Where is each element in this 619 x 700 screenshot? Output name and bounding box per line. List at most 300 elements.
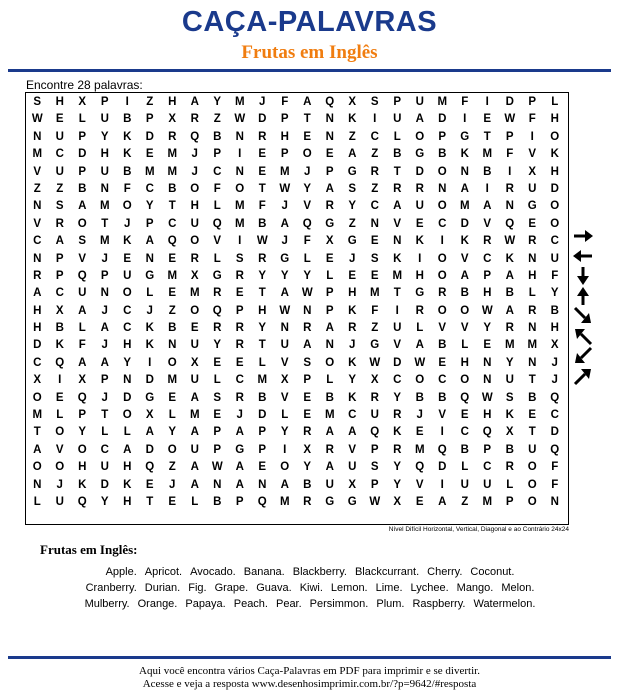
grid-cell: A bbox=[100, 356, 109, 369]
grid-cell: K bbox=[460, 235, 469, 248]
grid-cell: P bbox=[55, 252, 64, 265]
arrow-down-left-icon bbox=[572, 346, 594, 366]
grid-cell: E bbox=[213, 409, 222, 422]
grid-cell: U bbox=[528, 443, 537, 456]
grid-cell: X bbox=[348, 478, 357, 491]
bottom-divider bbox=[8, 656, 611, 659]
grid-cell: G bbox=[145, 391, 155, 404]
word-list-item: Raspberry. bbox=[412, 598, 466, 610]
grid-cell: A bbox=[303, 339, 312, 352]
arrow-left-icon bbox=[572, 246, 594, 266]
grid-cell: V bbox=[280, 356, 289, 369]
grid-cell: V bbox=[33, 165, 42, 178]
grid-cell: X bbox=[78, 96, 87, 108]
grid-cell: A bbox=[145, 426, 154, 439]
grid-cell: P bbox=[393, 96, 402, 108]
grid-cell: L bbox=[101, 426, 109, 439]
grid-cell: F bbox=[551, 461, 559, 474]
grid-cell: Y bbox=[550, 287, 559, 300]
grid-cell: N bbox=[438, 182, 447, 195]
grid-cell: N bbox=[168, 339, 177, 352]
grid-cell: N bbox=[483, 356, 492, 369]
grid-cell: G bbox=[325, 217, 335, 230]
word-list-item: Apricot. bbox=[144, 566, 183, 578]
grid-cell: G bbox=[347, 235, 357, 248]
grid-cell: Q bbox=[145, 461, 155, 474]
word-list-item: Cherry. bbox=[427, 566, 463, 578]
grid-cell: A bbox=[505, 269, 514, 282]
grid-cell: V bbox=[438, 322, 447, 335]
grid-cell: A bbox=[190, 461, 199, 474]
grid-cell: V bbox=[33, 217, 42, 230]
grid-cell: J bbox=[101, 339, 108, 352]
grid-cell: O bbox=[437, 165, 447, 178]
grid-cell: T bbox=[146, 495, 154, 508]
grid-cell: P bbox=[78, 165, 87, 178]
grid-cell: X bbox=[393, 495, 402, 508]
grid-cell: N bbox=[145, 252, 154, 265]
grid-cell: P bbox=[78, 409, 87, 422]
grid-cell: E bbox=[258, 461, 267, 474]
grid-cell: R bbox=[370, 391, 379, 404]
grid-cell: S bbox=[348, 182, 357, 195]
grid-cell: A bbox=[505, 304, 514, 317]
grid-cell: K bbox=[348, 391, 357, 404]
grid-cell: M bbox=[99, 235, 110, 248]
word-list-item: Papaya. bbox=[185, 598, 226, 610]
grid-cell: T bbox=[483, 130, 491, 143]
grid-cell: Y bbox=[303, 461, 312, 474]
grid-cell: A bbox=[438, 495, 447, 508]
grid-cell: I bbox=[440, 235, 444, 248]
grid-cell: D bbox=[460, 217, 469, 230]
grid-cell: J bbox=[551, 356, 558, 369]
word-search-grid-box bbox=[25, 92, 569, 525]
grid-cell: E bbox=[145, 478, 154, 491]
grid-cell: R bbox=[393, 409, 402, 422]
word-list-item: Lime. bbox=[375, 582, 403, 594]
grid-cell: E bbox=[438, 356, 447, 369]
grid-cell: R bbox=[528, 235, 537, 248]
grid-cell: D bbox=[33, 339, 42, 352]
grid-cell: H bbox=[33, 304, 42, 317]
grid-cell: U bbox=[393, 113, 402, 126]
grid-cell: N bbox=[303, 304, 312, 317]
grid-cell: N bbox=[325, 113, 334, 126]
grid-cell: N bbox=[100, 182, 109, 195]
grid-cell: D bbox=[145, 443, 154, 456]
grid-cell: J bbox=[56, 478, 63, 491]
grid-cell: R bbox=[325, 200, 334, 213]
grid-cell: C bbox=[123, 322, 132, 335]
grid-cell: Q bbox=[550, 443, 560, 456]
word-list-item: Mango. bbox=[456, 582, 494, 594]
grid-cell: X bbox=[280, 374, 289, 387]
grid-cell: D bbox=[145, 374, 154, 387]
grid-cell: P bbox=[325, 287, 334, 300]
grid-cell: I bbox=[58, 374, 62, 387]
grid-cell: P bbox=[100, 96, 109, 108]
grid-cell: B bbox=[168, 322, 177, 335]
grid-cell: K bbox=[415, 235, 424, 248]
grid-cell: B bbox=[528, 391, 537, 404]
grid-cell: L bbox=[258, 356, 266, 369]
grid-cell: I bbox=[485, 96, 489, 108]
grid-cell: C bbox=[460, 426, 469, 439]
grid-cell: D bbox=[415, 165, 424, 178]
grid-cell: E bbox=[460, 409, 469, 422]
grid-cell: S bbox=[370, 461, 379, 474]
grid-cell: V bbox=[460, 252, 469, 265]
grid-cell: O bbox=[77, 217, 87, 230]
grid-cell: P bbox=[303, 374, 312, 387]
grid-cell: V bbox=[483, 217, 492, 230]
grid-cell: W bbox=[211, 461, 223, 474]
grid-cell: K bbox=[505, 252, 514, 265]
grid-cell: R bbox=[190, 113, 199, 126]
grid-cell: B bbox=[213, 495, 222, 508]
grid-cell: H bbox=[123, 461, 132, 474]
grid-cell: U bbox=[190, 217, 199, 230]
grid-cell: C bbox=[168, 217, 177, 230]
grid-cell: Q bbox=[212, 304, 222, 317]
grid-cell: X bbox=[370, 374, 379, 387]
grid-cell: R bbox=[33, 269, 42, 282]
grid-cell: U bbox=[123, 269, 132, 282]
grid-cell: C bbox=[100, 443, 109, 456]
grid-cell: B bbox=[123, 165, 132, 178]
grid-cell: R bbox=[438, 287, 447, 300]
grid-cell: J bbox=[191, 148, 198, 161]
word-list-item: Plum. bbox=[376, 598, 405, 610]
grid-cell: O bbox=[460, 374, 470, 387]
grid-cell: O bbox=[437, 200, 447, 213]
grid-cell: M bbox=[392, 269, 403, 282]
grid-cell: O bbox=[55, 426, 65, 439]
grid-cell: B bbox=[303, 478, 312, 491]
grid-cell: R bbox=[235, 322, 244, 335]
grid-cell: E bbox=[213, 356, 222, 369]
grid-cell: T bbox=[33, 426, 41, 439]
grid-cell: P bbox=[325, 304, 334, 317]
grid-cell: Y bbox=[100, 130, 109, 143]
grid-cell: S bbox=[235, 252, 244, 265]
grid-cell: P bbox=[145, 217, 154, 230]
grid-cell: P bbox=[213, 426, 222, 439]
grid-cell: Q bbox=[415, 461, 425, 474]
grid-cell: H bbox=[190, 200, 199, 213]
grid-cell: J bbox=[101, 391, 108, 404]
grid-cell: L bbox=[506, 478, 514, 491]
grid-cell: X bbox=[190, 269, 199, 282]
grid-cell: A bbox=[235, 478, 244, 491]
grid-cell: I bbox=[395, 304, 399, 317]
grid-cell: R bbox=[393, 182, 402, 195]
grid-cell: U bbox=[100, 165, 109, 178]
grid-cell: Q bbox=[55, 356, 65, 369]
grid-cell: M bbox=[279, 495, 290, 508]
grid-cell: F bbox=[551, 478, 559, 491]
grid-cell: O bbox=[280, 461, 290, 474]
grid-cell: L bbox=[461, 461, 469, 474]
grid-cell: L bbox=[213, 252, 221, 265]
grid-cell: N bbox=[528, 322, 537, 335]
grid-cell: L bbox=[281, 409, 289, 422]
footer bbox=[0, 665, 619, 691]
grid-cell: D bbox=[258, 409, 267, 422]
grid-cell: M bbox=[189, 409, 200, 422]
grid-cell: K bbox=[123, 130, 132, 143]
grid-cell: M bbox=[32, 148, 43, 161]
word-list-item: Watermelon. bbox=[473, 598, 536, 610]
word-list-title: Frutas em Inglês: bbox=[40, 542, 138, 557]
grid-cell: O bbox=[437, 252, 447, 265]
grid-cell: R bbox=[415, 304, 424, 317]
grid-cell: L bbox=[78, 322, 86, 335]
grid-cell: D bbox=[123, 391, 132, 404]
grid-cell: I bbox=[373, 113, 377, 126]
grid-cell: E bbox=[145, 148, 154, 161]
grid-cell: P bbox=[370, 443, 379, 456]
grid-cell: B bbox=[460, 287, 469, 300]
word-list-item: Avocado. bbox=[190, 566, 236, 578]
grid-cell: C bbox=[145, 182, 154, 195]
grid-cell: L bbox=[191, 495, 199, 508]
grid-cell: Y bbox=[393, 461, 402, 474]
grid-cell: K bbox=[393, 426, 402, 439]
grid-cell: I bbox=[485, 182, 489, 195]
grid-cell: B bbox=[550, 304, 559, 317]
grid-cell: Z bbox=[371, 148, 379, 161]
grid-cell: P bbox=[213, 443, 222, 456]
grid-cell: G bbox=[235, 443, 245, 456]
grid-cell: Q bbox=[302, 217, 312, 230]
grid-cell: T bbox=[258, 287, 266, 300]
grid-cell: R bbox=[303, 426, 312, 439]
grid-cell: I bbox=[463, 113, 467, 126]
grid-cell: S bbox=[505, 391, 514, 404]
grid-cell: C bbox=[438, 374, 447, 387]
grid-cell: M bbox=[414, 443, 425, 456]
word-list-item: Coconut. bbox=[470, 566, 515, 578]
grid-cell: M bbox=[234, 96, 245, 108]
grid-cell: C bbox=[33, 235, 42, 248]
grid-cell: O bbox=[32, 391, 42, 404]
grid-cell: V bbox=[393, 217, 402, 230]
grid-cell: K bbox=[145, 339, 154, 352]
grid-cell: N bbox=[460, 165, 469, 178]
word-list-item: Cranberry. bbox=[85, 582, 137, 594]
grid-cell: Y bbox=[280, 269, 289, 282]
grid-cell: Y bbox=[78, 426, 87, 439]
arrow-down-icon bbox=[572, 266, 594, 286]
grid-cell: R bbox=[258, 130, 267, 143]
grid-cell: F bbox=[123, 182, 131, 195]
grid-cell: L bbox=[326, 269, 334, 282]
grid-cell: A bbox=[33, 443, 42, 456]
grid-cell: R bbox=[505, 322, 514, 335]
grid-cell: Y bbox=[483, 322, 492, 335]
grid-cell: D bbox=[78, 148, 87, 161]
grid-cell: Z bbox=[348, 130, 356, 143]
grid-cell: O bbox=[190, 304, 200, 317]
grid-cell: I bbox=[125, 96, 129, 108]
grid-cell: E bbox=[325, 148, 334, 161]
grid-cell: J bbox=[169, 478, 176, 491]
grid-cell: C bbox=[235, 374, 244, 387]
grid-cell: X bbox=[325, 235, 334, 248]
grid-cell: O bbox=[167, 443, 177, 456]
grid-cell: H bbox=[460, 356, 469, 369]
grid-cell: O bbox=[190, 235, 200, 248]
grid-cell: B bbox=[213, 130, 222, 143]
grid-cell: M bbox=[189, 287, 200, 300]
grid-cell: A bbox=[280, 217, 289, 230]
grid-cell: G bbox=[347, 495, 357, 508]
grid-cell: C bbox=[483, 252, 492, 265]
grid-cell: P bbox=[213, 148, 222, 161]
grid-cell: P bbox=[78, 130, 87, 143]
grid-cell: E bbox=[483, 113, 492, 126]
grid-cell: E bbox=[55, 113, 64, 126]
grid-cell: V bbox=[280, 391, 289, 404]
grid-cell: C bbox=[438, 217, 447, 230]
grid-cell: Y bbox=[393, 391, 402, 404]
grid-cell: N bbox=[483, 374, 492, 387]
grid-cell: N bbox=[123, 374, 132, 387]
grid-cell: M bbox=[459, 200, 470, 213]
level-note: Nível Difícil Horizontal, Vertical, Diagonal e ao Contrário 24x24 bbox=[388, 526, 569, 533]
footer-line-2: Acesse e veja a resposta www.desenhosimprimir.com.br/?p=9642/#resposta bbox=[142, 678, 477, 690]
grid-cell: Y bbox=[213, 96, 222, 108]
grid-cell: B bbox=[438, 391, 447, 404]
grid-cell: G bbox=[460, 130, 470, 143]
grid-cell: A bbox=[190, 426, 199, 439]
word-list-item: Apple. bbox=[105, 566, 137, 578]
grid-cell: O bbox=[527, 478, 537, 491]
grid-cell: K bbox=[123, 148, 132, 161]
grid-cell: A bbox=[280, 478, 289, 491]
grid-cell: H bbox=[348, 287, 357, 300]
grid-cell: T bbox=[258, 182, 266, 195]
grid-cell: O bbox=[325, 356, 335, 369]
grid-cell: K bbox=[460, 148, 469, 161]
grid-cell: Q bbox=[77, 269, 87, 282]
grid-cell: M bbox=[257, 374, 268, 387]
grid-cell: Q bbox=[482, 426, 492, 439]
grid-cell: S bbox=[33, 96, 42, 108]
grid-cell: X bbox=[33, 374, 42, 387]
grid-cell: H bbox=[123, 495, 132, 508]
grid-cell: E bbox=[370, 235, 379, 248]
grid-cell: H bbox=[78, 461, 87, 474]
grid-cell: C bbox=[550, 409, 559, 422]
arrow-right-icon bbox=[572, 226, 594, 246]
word-list-item: Guava. bbox=[256, 582, 292, 594]
grid-cell: W bbox=[504, 235, 516, 248]
grid-cell: B bbox=[460, 443, 469, 456]
grid-cell: R bbox=[235, 339, 244, 352]
grid-cell: S bbox=[213, 391, 222, 404]
grid-cell: U bbox=[460, 478, 469, 491]
grid-cell: P bbox=[258, 426, 267, 439]
grid-cell: I bbox=[530, 130, 534, 143]
grid-cell: V bbox=[213, 235, 222, 248]
grid-cell: C bbox=[55, 287, 64, 300]
grid-cell: G bbox=[415, 148, 425, 161]
grid-cell: H bbox=[550, 322, 559, 335]
grid-cell: A bbox=[33, 287, 42, 300]
grid-cell: T bbox=[393, 287, 401, 300]
word-list-item: Persimmon. bbox=[309, 598, 369, 610]
grid-cell: B bbox=[438, 148, 447, 161]
grid-cell: N bbox=[505, 200, 514, 213]
grid-cell: O bbox=[122, 287, 132, 300]
grid-cell: I bbox=[440, 426, 444, 439]
grid-cell: E bbox=[168, 252, 177, 265]
word-list-item: Lychee. bbox=[410, 582, 449, 594]
grid-cell: J bbox=[236, 409, 243, 422]
grid-cell: I bbox=[148, 356, 152, 369]
grid-cell: P bbox=[438, 130, 447, 143]
grid-cell: Y bbox=[145, 200, 154, 213]
grid-cell: U bbox=[280, 339, 289, 352]
grid-cell: P bbox=[235, 495, 244, 508]
word-list-item: Peach. bbox=[233, 598, 268, 610]
grid-cell: A bbox=[78, 304, 87, 317]
grid-cell: Q bbox=[77, 495, 87, 508]
grid-cell: H bbox=[168, 96, 177, 108]
grid-cell: V bbox=[55, 443, 64, 456]
grid-cell: V bbox=[438, 409, 447, 422]
grid-cell: X bbox=[78, 374, 87, 387]
footer-line-1: Aqui você encontra vários Caça-Palavras em PDF para imprimir e se divertir. bbox=[139, 665, 480, 677]
grid-cell: E bbox=[528, 409, 537, 422]
grid-cell: C bbox=[55, 148, 64, 161]
grid-cell: E bbox=[370, 269, 379, 282]
grid-cell: B bbox=[78, 182, 87, 195]
grid-cell: O bbox=[302, 148, 312, 161]
grid-cell: P bbox=[505, 130, 514, 143]
grid-cell: Z bbox=[213, 113, 221, 126]
word-list-item: Lemon. bbox=[330, 582, 368, 594]
grid-cell: T bbox=[528, 426, 536, 439]
grid-cell: S bbox=[370, 252, 379, 265]
grid-cell: E bbox=[348, 269, 357, 282]
grid-cell: W bbox=[504, 113, 516, 126]
grid-cell: M bbox=[167, 148, 178, 161]
grid-cell: A bbox=[460, 182, 469, 195]
grid-cell: R bbox=[505, 182, 514, 195]
grid-cell: C bbox=[370, 130, 379, 143]
grid-cell: Z bbox=[371, 182, 379, 195]
grid-cell: K bbox=[145, 322, 154, 335]
grid-cell: W bbox=[279, 182, 291, 195]
grid-cell: A bbox=[145, 235, 154, 248]
grid-cell: B bbox=[55, 322, 64, 335]
grid-cell: Z bbox=[168, 461, 176, 474]
grid-cell: X bbox=[550, 339, 559, 352]
grid-cell: I bbox=[283, 443, 287, 456]
grid-cell: L bbox=[393, 130, 401, 143]
arrow-up-right-icon bbox=[572, 366, 594, 386]
grid-cell: L bbox=[551, 96, 559, 108]
grid-cell: O bbox=[437, 269, 447, 282]
grid-cell: D bbox=[505, 96, 514, 108]
grid-cell: K bbox=[78, 478, 87, 491]
grid-cell: A bbox=[460, 269, 469, 282]
grid-cell: W bbox=[256, 235, 268, 248]
